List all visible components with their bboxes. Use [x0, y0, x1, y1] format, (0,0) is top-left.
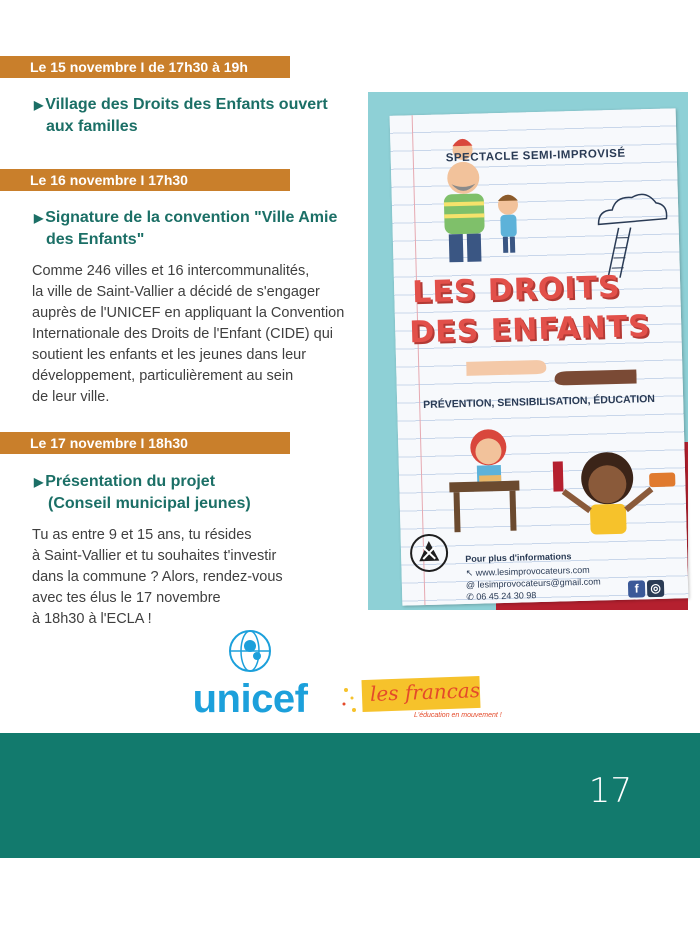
footer-band	[0, 733, 700, 858]
poster-tagline: SPECTACLE SEMI-IMPROVISÉ	[445, 147, 626, 165]
event-1-title-line-2: aux familles	[46, 118, 138, 135]
event-2-title	[34, 207, 337, 250]
poster-social-icons	[626, 579, 664, 598]
event-3-date-bar	[0, 432, 290, 454]
poster-website-text: www.lesimprovocateurs.com	[475, 564, 590, 578]
triangle-bullet-icon: ▶	[34, 475, 44, 489]
boy-toys-illustration	[548, 438, 681, 541]
triangle-bullet-icon: ▶	[34, 211, 44, 225]
instagram-icon: ◎	[647, 580, 664, 597]
poster-paper	[390, 108, 689, 605]
francas-logo	[340, 676, 500, 726]
girl-desk-illustration	[438, 422, 531, 534]
triangle-bullet-icon: ▶	[34, 98, 44, 112]
event-1-date: Le 15 novembre I de 17h30 à 19h	[30, 59, 248, 75]
event-1-title-line-1: Village des Droits des Enfants ouvert	[45, 96, 328, 113]
event-2-line: la ville de Saint-Vallier a décidé de s'engager	[32, 284, 320, 300]
event-3-line: à 18h30 à l'ECLA !	[32, 611, 152, 627]
page-number: 17	[588, 771, 632, 811]
poster-subtitle: PRÉVENTION, SENSIBILISATION, ÉDUCATION	[423, 392, 656, 412]
poster-title-line-2: DES ENFANTS	[408, 309, 652, 351]
sparkle-dots-icon	[340, 684, 362, 714]
event-3-line: à Saint-Vallier et tu souhaites t'investir	[32, 548, 277, 564]
poster-title-line-1: LES DROITS	[411, 269, 622, 311]
event-3-description	[32, 525, 364, 630]
event-3-title	[34, 471, 251, 514]
event-3-date: Le 17 novembre I 18h30	[30, 435, 188, 451]
event-2-title-line-2: des Enfants"	[46, 231, 145, 248]
poster-phone: ✆ 06 45 24 30 98	[466, 590, 537, 602]
event-3-title-line-2: (Conseil municipal jeunes)	[48, 495, 251, 512]
event-3-line: Tu as entre 9 et 15 ans, tu résides	[32, 527, 252, 543]
poster-email-text: lesimprovocateurs@gmail.com	[477, 576, 601, 590]
cloud-ladder-illustration	[588, 187, 670, 279]
hands-illustration	[466, 347, 637, 391]
poster-website: ↖ www.lesimprovocateurs.com	[465, 564, 590, 578]
event-2-line: Internationale des Droits de l'Enfant (CIDE) qui	[32, 326, 333, 342]
poster-email: @ lesimprovocateurs@gmail.com	[465, 576, 601, 590]
event-3-line: avec tes élus le 17 novembre	[32, 590, 221, 606]
event-1-date-bar	[0, 56, 290, 78]
event-2-date-bar	[0, 169, 290, 191]
event-2-date: Le 16 novembre I 17h30	[30, 172, 188, 188]
unicef-emblem-icon	[227, 628, 273, 674]
event-2-line: développement, particulièrement au sein	[32, 368, 294, 384]
event-2-description	[32, 261, 364, 408]
francas-wordmark: les francas	[369, 678, 481, 706]
unicef-wordmark: unicef	[192, 677, 308, 721]
poster-info-heading: Pour plus d'informations	[465, 551, 572, 564]
poster-phone-text: 06 45 24 30 98	[476, 590, 537, 602]
event-3-line: dans la commune ? Alors, rendez-vous	[32, 569, 283, 585]
event-2-line: de leur ville.	[32, 389, 110, 405]
facebook-icon: f	[628, 580, 645, 597]
poster	[368, 92, 688, 610]
event-2-title-line-1: Signature de la convention "Ville Amie	[45, 209, 338, 226]
improvocateurs-logo-icon	[409, 532, 450, 573]
event-2-line: soutient les enfants et les jeunes dans leur	[32, 347, 307, 363]
unicef-logo	[190, 628, 310, 719]
event-3-title-line-1: Présentation du projet	[45, 473, 216, 490]
event-2-line: Comme 246 villes et 16 intercommunalités,	[32, 263, 310, 279]
event-1-title	[34, 94, 328, 137]
event-2-line: auprès de l'UNICEF en appliquant la Convention	[32, 305, 345, 321]
francas-tagline: L'éducation en mouvement !	[414, 712, 502, 719]
